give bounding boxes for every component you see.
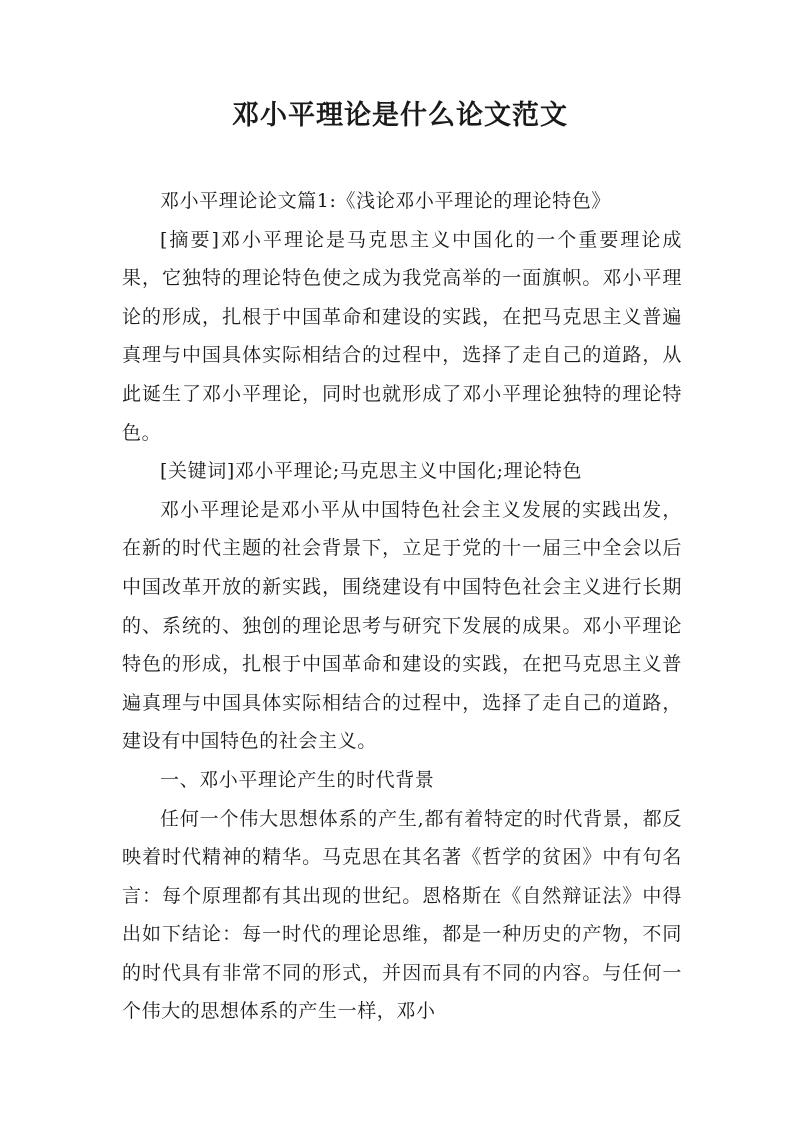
- paragraph-intro: 邓小平理论是邓小平从中国特色社会主义发展的实践出发，在新的时代主题的社会背景下，立足于党的十一届三中全会以后中国改革开放的新实践，围绕建设有中国特色社会主义进行长期的、系统的、独创的理论思考与研究下发展的成果。邓小平理论特色的形成，扎根于中国革命和建设的实践，在把马克思主义普遍真理与中国具体实际相结合的过程中，选择了走自己的道路，建设有中国特色的社会主义。: [122, 498, 682, 753]
- document-body: [122, 182, 682, 1031]
- paragraph-article-heading: 邓小平理论论文篇1:《浅论邓小平理论的理论特色》: [160, 190, 611, 212]
- paragraph-background: 任何一个伟大思想体系的产生,都有着特定的时代背景，都反映着时代精神的精华。马克思在其名著《哲学的贫困》中有句名言：每个原理都有其出现的世纪。恩格斯在《自然辩证法》中得出如下结论：每一时代的理论思维，都是一种历史的产物，不同的时代具有非常不同的形式，并因而具有不同的内容。与任何一个伟大的思想体系的产生一样，邓小: [122, 807, 682, 1023]
- section-heading-background: 一、邓小平理论产生的时代背景: [160, 768, 435, 791]
- document-title: 邓小平理论是什么论文范文: [232, 100, 568, 131]
- paragraph-abstract: [摘要]邓小平理论是马克思主义中国化的一个重要理论成果，它独特的理论特色使之成为我党高举的一面旗帜。邓小平理论的形成，扎根于中国革命和建设的实践，在把马克思主义普遍真理与中国具体实际相结合的过程中，选择了走自己的道路，从此诞生了邓小平理论，同时也就形成了邓小平理论独特的理论特色。: [122, 228, 682, 444]
- paragraph-keywords: [关键词]邓小平理论;马克思主义中国化;理论特色: [160, 460, 583, 483]
